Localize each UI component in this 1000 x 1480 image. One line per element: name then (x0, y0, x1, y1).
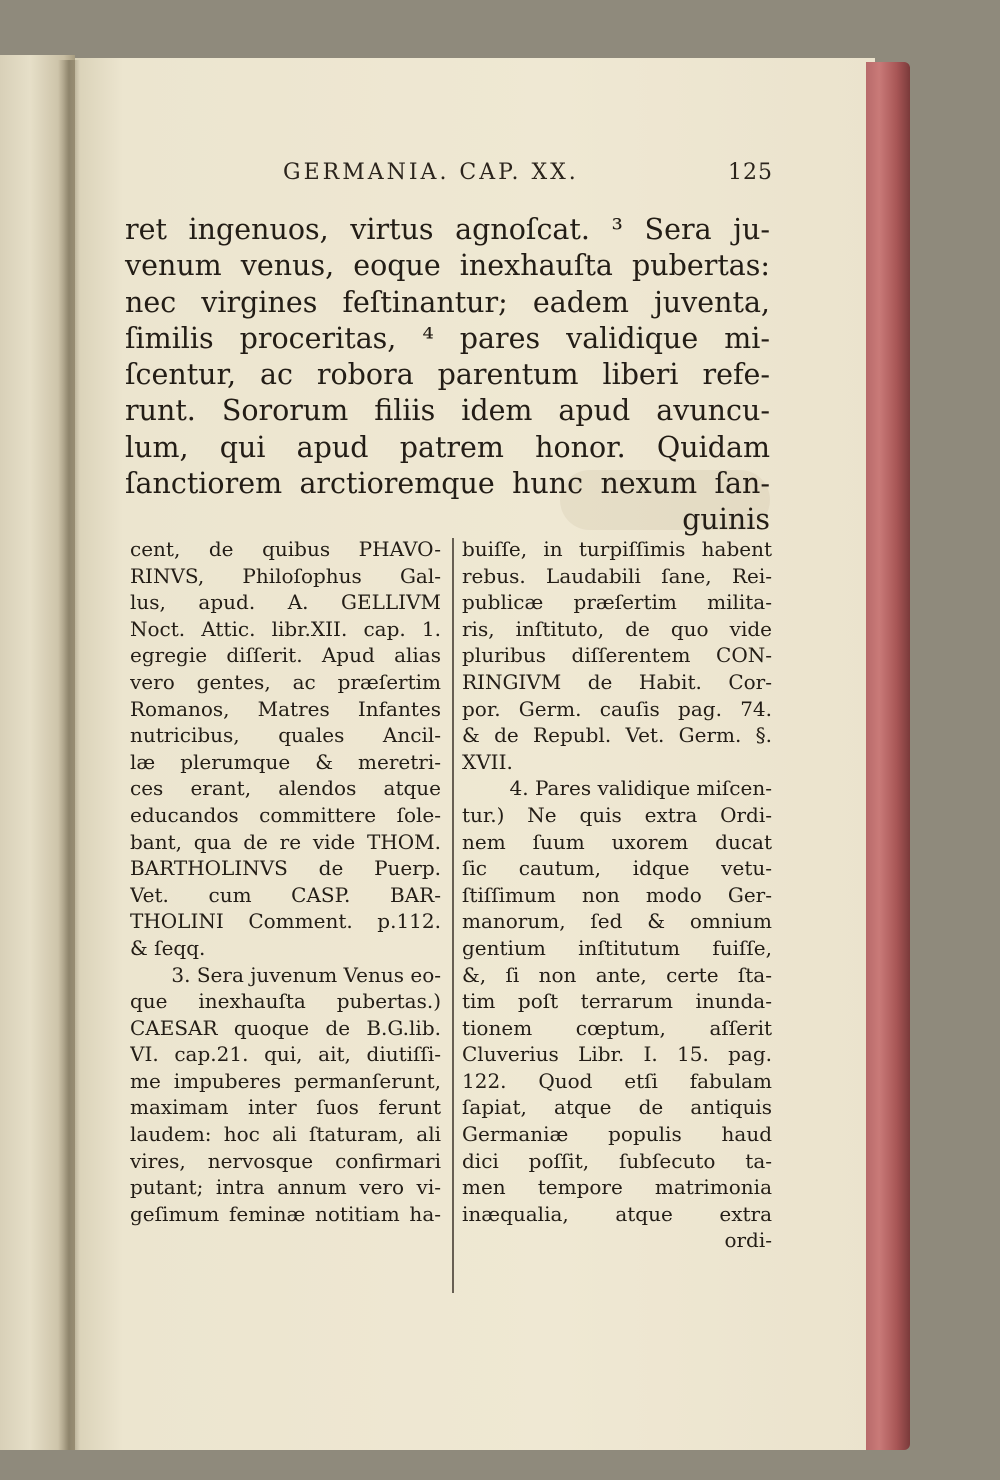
note-line: lus, apud. A. GELLIVM (130, 590, 441, 615)
note-line: manorum, ſed & omnium (462, 909, 772, 934)
note-line: dici poſſit, ſubſecuto ta- (462, 1148, 772, 1173)
note-line: tur.) Ne quis extra Ordi- (462, 802, 772, 827)
note-line: læ plerumque & meretri- (130, 749, 441, 774)
note-line: inæqualia, atque extra (462, 1201, 772, 1226)
note-line: buiſſe, in turpiſſimis habent (462, 537, 772, 561)
note-line: XVII. (462, 749, 513, 774)
column-divider (452, 538, 454, 1293)
note-line: & ſeqq. (130, 935, 206, 960)
note-line: vires, nervosque confirmari (130, 1148, 441, 1173)
page-number: 125 (728, 160, 773, 185)
note-line: que inexhauſta pubertas.) (130, 989, 441, 1014)
main-text-line: guinis (682, 503, 770, 537)
main-text (125, 212, 770, 539)
note-line: Cluverius Libr. I. 15. pag. (462, 1042, 772, 1067)
note-line: VI. cap.21. qui, ait, diutiſſi- (130, 1042, 441, 1067)
note-line: gentium inſtitutum fuiſſe, (462, 935, 772, 960)
note-line: pluribus diſſerentem CON- (462, 643, 772, 668)
note-line: ſapiat, atque de antiquis (462, 1095, 772, 1120)
note-line: Romanos, Matres Infantes (130, 696, 441, 721)
note-line: putant; intra annum vero vi- (130, 1175, 441, 1200)
note-line: Germaniæ populis haud (462, 1122, 772, 1147)
note-line: 4. Pares validique miſcen- (509, 776, 772, 801)
main-text-line: venum venus, eoque inexhauſta pubertas: (125, 249, 770, 283)
note-line: geſimum feminæ notitiam ha- (130, 1201, 441, 1226)
note-line: tim poſt terrarum inunda- (462, 989, 772, 1014)
note-line: RINVS, Philoſophus Gal- (130, 563, 441, 588)
main-text-line: runt. Sororum filiis idem apud avuncu- (125, 394, 770, 428)
note-line: por. Germ. cauſis pag. 74. (462, 696, 772, 721)
note-line: egregie diſſerit. Apud alias (130, 643, 441, 668)
note-line: 122. Quod etſi fabulam (462, 1068, 772, 1093)
note-line: laudem: hoc ali ſtaturam, ali (130, 1122, 441, 1147)
main-text-line: ret ingenuos, virtus agnoſcat. ³ Sera ju- (125, 213, 770, 246)
note-line: Vet. cum CASP. BAR- (130, 882, 441, 907)
note-line: 3. Sera juvenum Venus eo- (171, 962, 441, 987)
note-line: cent, de quibus PHAVO- (130, 537, 441, 561)
note-line: & de Republ. Vet. Germ. §. (462, 723, 772, 748)
page-block-edge (866, 62, 910, 1450)
note-line: ſic cautum, idque vetu- (462, 856, 772, 881)
book-gutter (58, 60, 80, 1450)
note-line: me impuberes permanſerunt, (130, 1068, 441, 1093)
note-line: Noct. Attic. libr.XII. cap. 1. (130, 616, 441, 641)
note-line: BARTHOLINVS de Puerp. (130, 856, 441, 881)
note-line: tionem cœptum, aſſerit (462, 1015, 772, 1040)
main-text-line: nec virgines feſtinantur; eadem juventa, (125, 285, 770, 319)
catchword: ordi- (724, 1228, 772, 1253)
main-text-line: lum, qui apud patrem honor. Quidam (125, 430, 770, 464)
note-line: ris, inſtituto, de quo vide (462, 616, 772, 641)
note-line: THOLINI Comment. p.112. (130, 909, 441, 934)
notes-left-column (130, 536, 441, 1227)
note-line: nem ſuum uxorem ducat (462, 829, 772, 854)
note-line: men tempore matrimonia (462, 1175, 772, 1200)
running-header (283, 160, 773, 194)
running-title: GERMANIA. CAP. XX. (283, 160, 579, 185)
note-line: RINGIVM de Habit. Cor- (462, 669, 772, 694)
note-line: nutricibus, quales Ancil- (130, 723, 441, 748)
main-text-line: ſcentur, ac robora parentum liberi refe- (125, 358, 770, 392)
note-line: ces erant, alendos atque (130, 776, 441, 801)
notes-right-column (462, 536, 772, 1254)
note-line: vero gentes, ac præſertim (130, 669, 441, 694)
note-line: educandos committere ſole- (130, 802, 441, 827)
main-text-line: ſanctiorem arctioremque hunc nexum ſan- (125, 467, 770, 501)
note-line: publicæ præſertim milita- (462, 590, 772, 615)
note-line: ſtiſſimum non modo Ger- (462, 882, 772, 907)
main-text-line: ſimilis proceritas, ⁴ pares validique mi- (125, 321, 770, 355)
note-line: maximam inter ſuos ferunt (130, 1095, 441, 1120)
note-line: rebus. Laudabili ſane, Rei- (462, 563, 772, 588)
note-line: bant, qua de re vide THOM. (130, 829, 441, 854)
note-line: &, ſi non ante, certe ſta- (462, 962, 772, 987)
note-line: CAESAR quoque de B.G.lib. (130, 1015, 441, 1040)
